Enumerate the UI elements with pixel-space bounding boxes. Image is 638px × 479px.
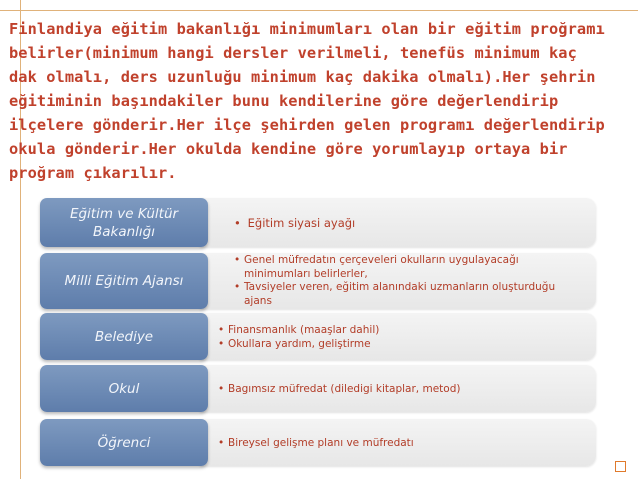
hierarchy-row-student [40, 419, 596, 466]
detail-item: • Bagımsız müfredat (diledigi kitaplar, metod) [218, 382, 461, 395]
hierarchy-row-municipality [40, 313, 596, 360]
corner-square-icon [615, 461, 626, 472]
bullet-icon: • [234, 254, 241, 266]
bullet-icon: • [218, 436, 225, 449]
horizontal-rule [0, 10, 638, 11]
level-label: Öğrenci [40, 419, 208, 466]
hierarchy-row-school [40, 365, 596, 412]
detail-box [200, 365, 596, 412]
level-label: Eğitim ve Kültür Bakanlığı [40, 198, 208, 247]
detail-box [200, 313, 596, 360]
detail-box [200, 419, 596, 466]
bullet-icon: • [218, 337, 225, 350]
detail-box [200, 253, 596, 309]
detail-item: • Finansmanlık (maaşlar dahil) [218, 323, 380, 336]
detail-item: • Eğitim siyasi ayağı [234, 215, 356, 230]
intro-paragraph: Finlandiya eğitim bakanlığı minimumları olan bir eğitim proğramı belirler(minimum hangi dersler verilmeli, tenefüs minimum kaç dak olmalı, ders uzunluğu minimum kaç dakika olmalı).Her şehrin eğitiminin başındakiler bunu kendilerine göre değerlendirip ilçelere gönderir.Her ilçe şehirden gelen programı değerlendirip okula gönderir.Her okulda kendine göre yorumlayıp ortaya bir proğram çıkarılır. [9, 20, 605, 182]
level-label: Okul [40, 365, 208, 412]
level-label: Milli Eğitim Ajansı [40, 253, 208, 309]
detail-item: • Bireysel gelişme planı ve müfredatı [218, 436, 414, 449]
bullet-icon: • [234, 215, 241, 230]
detail-item: • Okullara yardım, geliştirme [218, 337, 371, 350]
bullet-icon: • [218, 323, 225, 336]
hierarchy-row-agency [40, 253, 596, 309]
detail-item: • Genel müfredatın çerçeveleri okulların uygulayacağı minimumları belirlerler, [234, 254, 519, 280]
hierarchy-row-ministry [40, 198, 596, 247]
bullet-icon: • [218, 382, 225, 395]
detail-item: • Tavsiyeler veren, eğitim alanındaki uzmanların oluşturduğu ajans [234, 281, 556, 307]
bullet-icon: • [234, 281, 241, 293]
detail-box [200, 198, 596, 247]
level-label: Belediye [40, 313, 208, 360]
